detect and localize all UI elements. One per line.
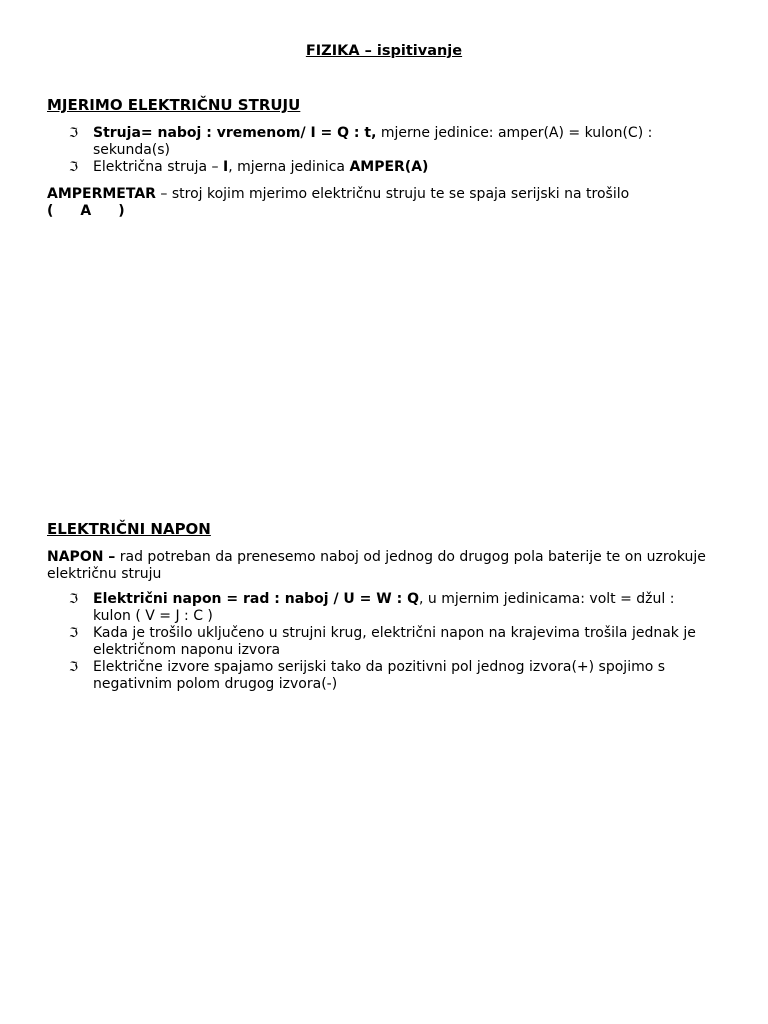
symbol-open-paren: ( — [47, 203, 54, 219]
ampermetar-definition: – stroj kojim mjerimo električnu struju te se spaja serijski na trošilo — [155, 186, 630, 202]
list-item — [0, 625, 768, 659]
bullet-icon: ℑ — [69, 592, 79, 607]
item-text: Električna struja – — [93, 159, 223, 175]
struja-formula: Struja= naboj : vremenom/ I = Q : t, — [93, 125, 377, 141]
symbol-i: I — [222, 159, 229, 175]
symbol-letter-a: A — [80, 203, 92, 219]
document-title: FIZIKA – ispitivanje — [305, 43, 463, 59]
symbol-close-paren: ) — [118, 203, 125, 219]
list-item — [0, 659, 768, 693]
unit-amper: AMPER(A) — [349, 159, 429, 175]
list-item — [0, 159, 768, 176]
section-heading-struja: MJERIMO ELEKTRIČNU STRUJU — [47, 96, 301, 114]
bullet-icon: ℑ — [69, 626, 79, 641]
item-text: , mjerna jedinica — [228, 159, 350, 175]
napon-paragraph — [47, 549, 737, 583]
bullet-icon: ℑ — [69, 160, 79, 175]
bullet-icon: ℑ — [69, 660, 79, 675]
napon-bullet-list — [0, 591, 768, 693]
section-heading-napon: ELEKTRIČNI NAPON — [47, 520, 211, 538]
item-text: Električne izvore spajamo serijski tako da pozitivni pol jednog izvora(+) spojimo s negativnim polom drugog izvora(-) — [93, 659, 666, 692]
struja-units: mjerne jedinice: amper(A) = kulon(C) : sekunda(s) — [93, 125, 653, 158]
napon-formula: Električni napon = rad : naboj / U = W : Q — [93, 591, 419, 607]
napon-term: NAPON – — [47, 549, 116, 565]
item-text: Kada je trošilo uključeno u strujni krug, električni napon na krajevima trošila jednak je električnom naponu izvora — [93, 625, 696, 658]
ampermetar-term: AMPERMETAR — [47, 186, 156, 202]
struja-bullet-list — [0, 125, 768, 176]
ammeter-symbol — [47, 203, 125, 220]
bullet-icon: ℑ — [69, 126, 79, 141]
napon-definition: rad potreban da prenesemo naboj od jednog do drugog pola baterije te on uzrokuje električnu struju — [47, 549, 706, 582]
list-item — [0, 125, 768, 159]
list-item — [0, 591, 768, 625]
ampermetar-paragraph — [47, 186, 647, 220]
napon-units: , u mjernim jedinicama: volt = džul : kulon ( V = J : C ) — [93, 591, 675, 624]
